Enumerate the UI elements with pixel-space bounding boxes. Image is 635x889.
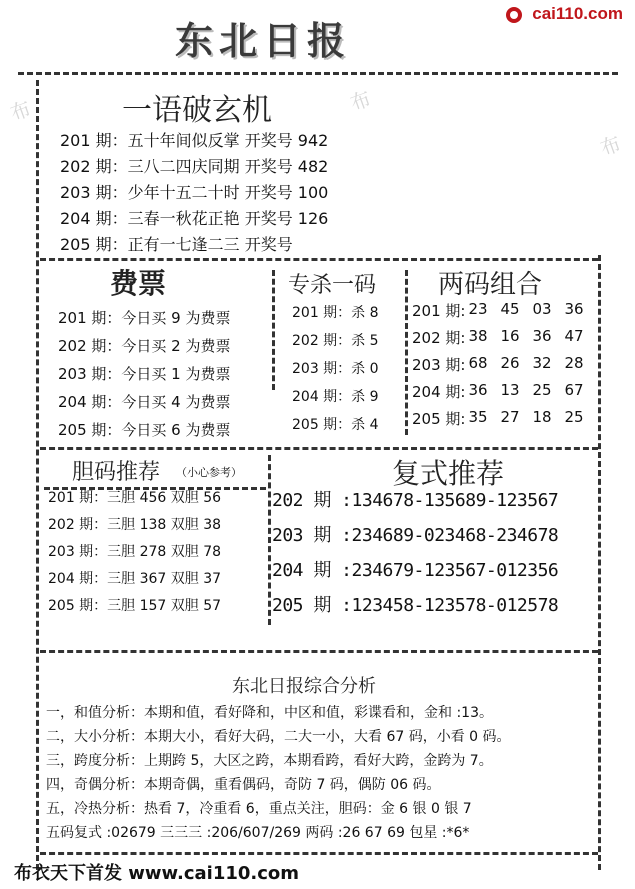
- zhuansha-row: 205 期：杀 4: [292, 417, 379, 433]
- danma-row: 203 期：三胆 278 双胆 78: [48, 544, 222, 560]
- section-title-danma: 胆码推荐: [72, 460, 161, 485]
- analysis-row: 五，冷热分析：热看 7，冷重看 6，重点关注，胆码：金 6 银 0 银 7: [46, 801, 472, 817]
- liangma-row: [412, 408, 590, 435]
- footer-credit: 布衣天下首发 www.cai110.com: [14, 863, 300, 884]
- liangma-num: 25: [564, 408, 584, 426]
- right-border: [598, 255, 601, 870]
- liangma-period: 201 期:: [412, 302, 466, 320]
- yiyu-row: 204 期：三春一秋花正艳 开奖号 126: [60, 209, 329, 228]
- liangma-row: [412, 381, 590, 408]
- analysis-list: [46, 702, 511, 846]
- liangma-num: 27: [500, 408, 520, 426]
- danma-row: 202 期：三胆 138 双胆 38: [48, 517, 222, 533]
- liangma-period: 205 期:: [412, 410, 466, 428]
- yiyu-list: [60, 128, 328, 258]
- liangma-row: [412, 327, 590, 354]
- liangma-num: 35: [468, 408, 488, 426]
- feipiao-row: 202 期：今日买 2 为费票: [58, 337, 231, 355]
- fushi-row: 202 期 :134678-135689-123567: [272, 490, 559, 511]
- liangma-num: 28: [564, 354, 584, 372]
- zhuansha-list: [292, 302, 379, 442]
- danma-note: （小心参考）: [176, 466, 242, 479]
- danma-row: 201 期：三胆 456 双胆 56: [48, 490, 222, 506]
- liangma-period: 202 期:: [412, 329, 466, 347]
- danma-row: 205 期：三胆 157 双胆 57: [48, 598, 222, 614]
- liangma-num: 26: [500, 354, 520, 372]
- site-name: cai110.com: [532, 4, 623, 23]
- yiyu-row: 201 期：五十年间似反掌 开奖号 942: [60, 131, 329, 150]
- feipiao-list: [58, 307, 230, 447]
- fushi-row: 203 期 :234689-023468-234678: [272, 525, 559, 546]
- bottom-divider: [40, 852, 598, 855]
- yiyu-row: 202 期：三八二四庆同期 开奖号 482: [60, 157, 329, 176]
- analysis-row: 五码复式 :02679 三三三 :206/607/269 两码 :26 67 69 包星 :*6*: [46, 825, 470, 841]
- liangma-num: 16: [500, 327, 520, 345]
- liangma-period: 203 期:: [412, 356, 466, 374]
- left-border: [36, 80, 39, 870]
- liangma-row: [412, 354, 590, 381]
- feipiao-row: 204 期：今日买 4 为费票: [58, 393, 231, 411]
- watermark-glyph: 布: [597, 131, 625, 161]
- liangma-grid: [412, 300, 590, 435]
- column-divider: [405, 270, 408, 435]
- danma-row: 204 期：三胆 367 双胆 37: [48, 571, 222, 587]
- section-title-analysis: 东北日报综合分析: [232, 676, 376, 697]
- liangma-num: 18: [532, 408, 552, 426]
- section-title-zhuansha: 专杀一码: [288, 273, 377, 298]
- liangma-num: 36: [468, 381, 488, 399]
- danma-list: [48, 487, 221, 622]
- fushi-list: [272, 486, 558, 626]
- zhuansha-row: 204 期：杀 9: [292, 389, 379, 405]
- watermark-glyph: 布: [7, 96, 35, 126]
- liangma-num: 36: [564, 300, 584, 318]
- liangma-num: 47: [564, 327, 584, 345]
- section-title-fushi: 复式推荐: [392, 457, 505, 490]
- liangma-num: 25: [532, 381, 552, 399]
- top-divider: [18, 72, 618, 75]
- liangma-num: 13: [500, 381, 520, 399]
- column-divider: [268, 455, 271, 625]
- zhuansha-row: 202 期：杀 5: [292, 333, 379, 349]
- feipiao-row: 205 期：今日买 6 为费票: [58, 421, 231, 439]
- analysis-row: 一，和值分析：本期和值，看好降和，中区和值，彩谍看和，金和 :13。: [46, 705, 493, 721]
- zhuansha-row: 203 期：杀 0: [292, 361, 379, 377]
- fushi-row: 205 期 :123458-123578-012578: [272, 595, 559, 616]
- yiyu-row: 203 期：少年十五二十时 开奖号 100: [60, 183, 329, 202]
- column-divider: [272, 270, 275, 390]
- site-logo-icon: [505, 6, 523, 24]
- section-title-feipiao: 费票: [110, 267, 167, 300]
- fushi-row: 204 期 :234679-123567-012356: [272, 560, 559, 581]
- newspaper-logo: 东北日报: [175, 18, 352, 63]
- liangma-num: 03: [532, 300, 552, 318]
- feipiao-row: 201 期：今日买 9 为费票: [58, 309, 231, 327]
- liangma-num: 38: [468, 327, 488, 345]
- liangma-num: 68: [468, 354, 488, 372]
- liangma-num: 67: [564, 381, 584, 399]
- section-title-liangma: 两码组合: [438, 270, 543, 300]
- section-divider: [40, 258, 598, 261]
- section-divider: [40, 650, 598, 653]
- section-divider: [40, 447, 598, 450]
- liangma-num: 32: [532, 354, 552, 372]
- analysis-row: 三，跨度分析：上期跨 5，大区之跨，本期看跨，看好大跨，金跨为 7。: [46, 753, 493, 769]
- watermark-glyph: 布: [347, 86, 375, 116]
- liangma-row: [412, 300, 590, 327]
- liangma-period: 204 期:: [412, 383, 466, 401]
- liangma-num: 36: [532, 327, 552, 345]
- yiyu-row: 205 期：正有一七逢二三 开奖号: [60, 235, 293, 254]
- liangma-num: 45: [500, 300, 520, 318]
- zhuansha-row: 201 期：杀 8: [292, 305, 379, 321]
- analysis-row: 二，大小分析：本期大小，看好大码，二大一小，大看 67 码，小看 0 码。: [46, 729, 511, 745]
- liangma-num: 23: [468, 300, 488, 318]
- analysis-row: 四，奇偶分析：本期奇偶，重看偶码，奇防 7 码，偶防 06 码。: [46, 777, 441, 793]
- section-title-yiyu: 一语破玄机: [122, 93, 272, 128]
- feipiao-row: 203 期：今日买 1 为费票: [58, 365, 231, 383]
